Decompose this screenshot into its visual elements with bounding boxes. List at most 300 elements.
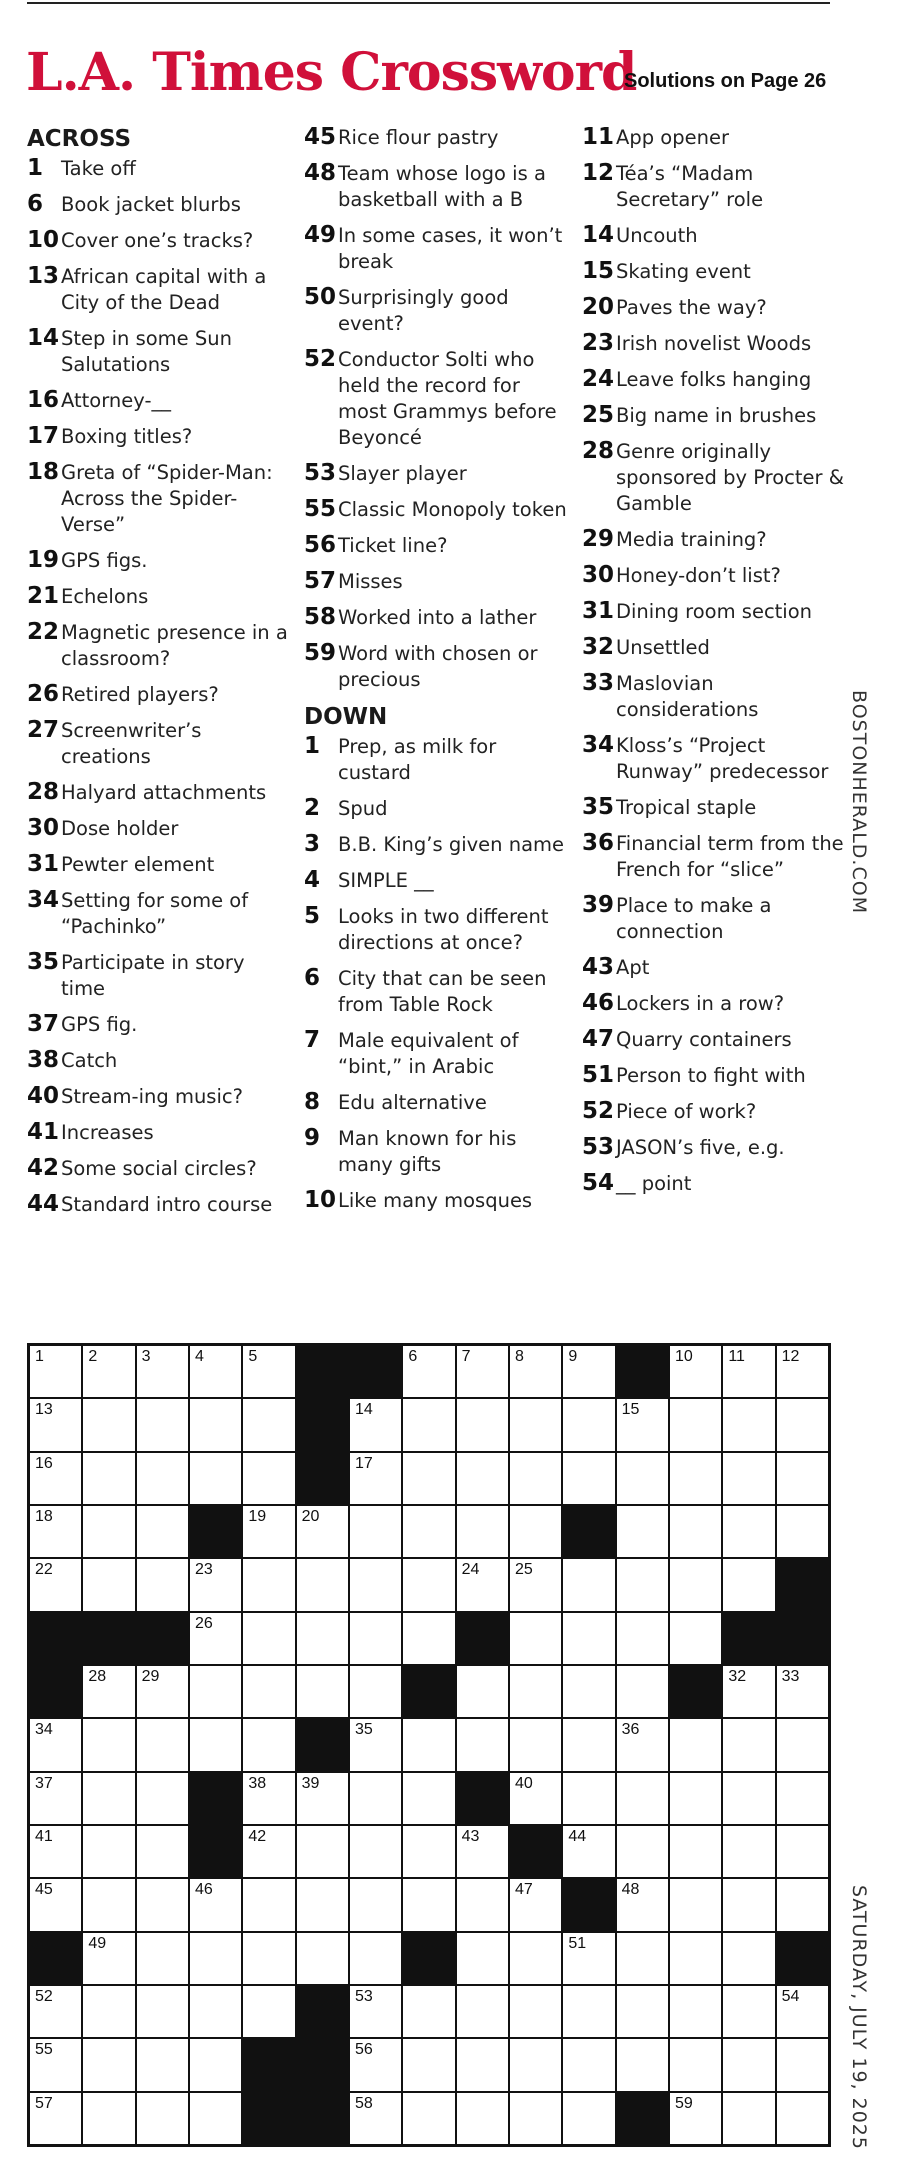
grid-cell[interactable]: [510, 1453, 561, 1504]
clue-text: JASON’s five, e.g.: [616, 1136, 785, 1159]
grid-cell[interactable]: [510, 1666, 561, 1717]
grid-cell[interactable]: [83, 1826, 134, 1877]
grid-cell[interactable]: [403, 1559, 454, 1610]
grid-cell[interactable]: [30, 1826, 81, 1877]
grid-cell[interactable]: [563, 1453, 614, 1504]
grid-cell[interactable]: [190, 1879, 241, 1930]
grid-cell[interactable]: [83, 1346, 134, 1397]
clue-number: 34: [27, 887, 60, 913]
grid-cell[interactable]: [563, 2039, 614, 2090]
grid-cell[interactable]: [617, 1933, 668, 1984]
grid-cell[interactable]: [190, 1666, 241, 1717]
grid-cell[interactable]: [83, 1719, 134, 1770]
black-square: [563, 1879, 614, 1930]
grid-cell[interactable]: [403, 1346, 454, 1397]
grid-cell[interactable]: [457, 1986, 508, 2037]
cell-number: 17: [354, 1454, 373, 1472]
grid-cell[interactable]: [137, 1559, 188, 1610]
clue-text: Increases: [61, 1121, 154, 1144]
clue-number: 28: [27, 779, 60, 805]
cell-number: 51: [568, 1934, 587, 1952]
grid-cell[interactable]: [83, 1879, 134, 1930]
grid-cell[interactable]: [403, 1613, 454, 1664]
grid-cell[interactable]: [777, 1666, 828, 1717]
grid-cell[interactable]: [350, 1986, 401, 2037]
grid-cell[interactable]: [617, 1399, 668, 1450]
clue: [582, 831, 847, 883]
grid-cell[interactable]: [243, 1986, 294, 2037]
grid-cell[interactable]: [777, 2039, 828, 2090]
clue-number: 28: [582, 438, 615, 464]
clue-text: SIMPLE __: [338, 869, 434, 892]
clue-text: African capital with a City of the Dead: [61, 265, 267, 314]
grid-cell[interactable]: [670, 2093, 721, 2144]
grid-cell[interactable]: [350, 1453, 401, 1504]
grid-cell[interactable]: [297, 1879, 348, 1930]
clue-text: __ point: [616, 1172, 692, 1195]
grid-cell[interactable]: [510, 1986, 561, 2037]
grid-cell[interactable]: [723, 1666, 774, 1717]
grid-cell[interactable]: [30, 1399, 81, 1450]
clue-column-3: [582, 125, 847, 1207]
clue-text: Financial term from the French for “slice”: [616, 832, 844, 881]
cell-number: 8: [514, 1348, 524, 1365]
clue-number: 53: [582, 1134, 615, 1160]
cell-number: 6: [408, 1348, 418, 1365]
grid-cell[interactable]: [350, 1559, 401, 1610]
clue: [304, 347, 569, 451]
grid-cell[interactable]: [457, 1346, 508, 1397]
grid-cell[interactable]: [137, 1346, 188, 1397]
grid-cell[interactable]: [83, 1559, 134, 1610]
grid-cell[interactable]: [190, 2039, 241, 2090]
grid-cell[interactable]: [137, 1773, 188, 1824]
grid-cell[interactable]: [457, 1826, 508, 1877]
grid-cell[interactable]: [617, 1453, 668, 1504]
grid-cell[interactable]: [190, 1719, 241, 1770]
grid-cell[interactable]: [457, 1559, 508, 1610]
grid-cell[interactable]: [137, 1506, 188, 1557]
grid-cell[interactable]: [297, 1826, 348, 1877]
cell-number: 45: [35, 1881, 53, 1899]
clue-text: B.B. King’s given name: [338, 833, 565, 856]
clue: [27, 1192, 292, 1218]
clue-text: Greta of “Spider-Man: Across the Spider-Verse”: [61, 461, 273, 536]
clue: [582, 635, 847, 661]
clue-number: 50: [304, 284, 337, 310]
grid-cell[interactable]: [137, 1399, 188, 1450]
grid-cell[interactable]: [83, 1666, 134, 1717]
grid-cell[interactable]: [297, 1559, 348, 1610]
grid-cell[interactable]: [297, 1933, 348, 1984]
grid-cell[interactable]: [83, 1933, 134, 1984]
clue: [304, 161, 569, 213]
black-square: [777, 1559, 828, 1610]
grid-cell[interactable]: [403, 1879, 454, 1930]
down-heading: DOWN: [304, 704, 388, 730]
grid-cell[interactable]: [777, 1986, 828, 2037]
grid-cell[interactable]: [777, 1826, 828, 1877]
clue-text: Maslovian considerations: [616, 672, 759, 721]
grid-cell[interactable]: [670, 1773, 721, 1824]
grid-cell[interactable]: [563, 1559, 614, 1610]
grid-cell[interactable]: [243, 1773, 294, 1824]
cell-number: 33: [781, 1667, 800, 1685]
grid-cell[interactable]: [243, 1613, 294, 1664]
clue: [27, 388, 292, 414]
cell-number: 1: [35, 1348, 44, 1365]
grid-cell[interactable]: [723, 1719, 774, 1770]
grid-cell[interactable]: [297, 1506, 348, 1557]
grid-cell[interactable]: [563, 1933, 614, 1984]
cell-number: 19: [248, 1507, 267, 1525]
grid-cell[interactable]: [510, 2039, 561, 2090]
clue-text: Some social circles?: [61, 1157, 257, 1180]
grid-cell[interactable]: [403, 1453, 454, 1504]
black-square: [510, 1826, 561, 1877]
grid-cell[interactable]: [457, 2093, 508, 2144]
grid-cell[interactable]: [670, 1506, 721, 1557]
clue-number: 23: [582, 330, 615, 356]
grid-cell[interactable]: [777, 1773, 828, 1824]
grid-cell[interactable]: [457, 1453, 508, 1504]
clue-text: Word with chosen or precious: [338, 642, 538, 691]
grid-cell[interactable]: [350, 1666, 401, 1717]
grid-cell[interactable]: [137, 1826, 188, 1877]
grid-cell[interactable]: [510, 1773, 561, 1824]
grid-cell[interactable]: [350, 1826, 401, 1877]
grid-cell[interactable]: [777, 2093, 828, 2144]
grid-cell[interactable]: [617, 1826, 668, 1877]
clue-text: Ticket line?: [338, 534, 448, 557]
clue: [582, 563, 847, 589]
clue-number: 13: [27, 263, 60, 289]
grid-cell[interactable]: [563, 2093, 614, 2144]
grid-cell[interactable]: [723, 2093, 774, 2144]
grid-cell[interactable]: [83, 2039, 134, 2090]
grid-cell[interactable]: [670, 1986, 721, 2037]
grid-cell[interactable]: [777, 1719, 828, 1770]
grid-cell[interactable]: [137, 2093, 188, 2144]
grid-cell[interactable]: [563, 1666, 614, 1717]
grid-cell[interactable]: [777, 1506, 828, 1557]
cell-number: 42: [248, 1827, 267, 1845]
grid-cell[interactable]: [243, 1719, 294, 1770]
grid-cell[interactable]: [190, 1399, 241, 1450]
grid-cell[interactable]: [83, 1986, 134, 2037]
grid-cell[interactable]: [777, 1399, 828, 1450]
grid-cell[interactable]: [723, 1879, 774, 1930]
clue-number: 40: [27, 1083, 60, 1109]
clue: [582, 259, 847, 285]
grid-cell[interactable]: [30, 1773, 81, 1824]
clue-text: Paves the way?: [616, 296, 767, 319]
grid-cell[interactable]: [617, 1719, 668, 1770]
clue-text: Echelons: [61, 585, 149, 608]
grid-cell[interactable]: [510, 1399, 561, 1450]
clue-number: 14: [582, 222, 615, 248]
clue-text: Irish novelist Woods: [616, 332, 812, 355]
clue-number: 1: [27, 155, 44, 181]
grid-cell[interactable]: [83, 1773, 134, 1824]
grid-cell[interactable]: [563, 1773, 614, 1824]
clue-number: 14: [27, 325, 60, 351]
clue-number: 57: [304, 568, 337, 594]
grid-cell[interactable]: [617, 1506, 668, 1557]
grid-cell[interactable]: [777, 1879, 828, 1930]
grid-cell[interactable]: [723, 1773, 774, 1824]
grid-cell[interactable]: [137, 2039, 188, 2090]
grid-cell[interactable]: [563, 1613, 614, 1664]
clue: [27, 548, 292, 574]
cell-number: 49: [88, 1934, 107, 1952]
grid-cell[interactable]: [243, 1399, 294, 1450]
clue-number: 12: [582, 160, 615, 186]
clue: [27, 326, 292, 378]
grid-cell[interactable]: [563, 1719, 614, 1770]
grid-cell[interactable]: [190, 1933, 241, 1984]
grid-cell[interactable]: [350, 1719, 401, 1770]
grid-cell[interactable]: [83, 2093, 134, 2144]
grid-cell[interactable]: [243, 1453, 294, 1504]
grid-cell[interactable]: [190, 1613, 241, 1664]
grid-cell[interactable]: [670, 1826, 721, 1877]
grid-cell[interactable]: [137, 1879, 188, 1930]
grid-cell[interactable]: [510, 1559, 561, 1610]
grid-cell[interactable]: [190, 2093, 241, 2144]
cell-number: 4: [194, 1348, 204, 1365]
clue: [582, 367, 847, 393]
grid-cell[interactable]: [83, 1506, 134, 1557]
grid-cell[interactable]: [403, 1506, 454, 1557]
clue-text: Classic Monopoly token: [338, 498, 567, 521]
grid-cell[interactable]: [723, 1399, 774, 1450]
clue-text: Man known for his many gifts: [338, 1127, 517, 1176]
grid-cell[interactable]: [137, 1666, 188, 1717]
cell-number: 2: [88, 1348, 98, 1365]
grid-cell[interactable]: [297, 1666, 348, 1717]
grid-cell[interactable]: [777, 1346, 828, 1397]
clue-number: 46: [582, 990, 615, 1016]
cell-number: 28: [88, 1667, 107, 1685]
cell-number: 3: [141, 1348, 151, 1365]
clue-text: Worked into a lather: [338, 606, 537, 629]
grid-cell[interactable]: [563, 1986, 614, 2037]
clue-number: 55: [304, 496, 337, 522]
clue-text: Attorney-__: [61, 389, 171, 412]
grid-cell[interactable]: [137, 1719, 188, 1770]
grid-cell[interactable]: [670, 1346, 721, 1397]
clue-number: 11: [582, 124, 615, 150]
clue-number: 9: [304, 1125, 321, 1151]
grid-cell[interactable]: [457, 1506, 508, 1557]
clue-text: Like many mosques: [338, 1189, 533, 1212]
grid-cell[interactable]: [617, 2039, 668, 2090]
grid-cell[interactable]: [510, 1346, 561, 1397]
grid-cell[interactable]: [403, 1719, 454, 1770]
clue: [582, 991, 847, 1017]
clue-number: 16: [27, 387, 60, 413]
grid-cell[interactable]: [403, 1773, 454, 1824]
grid-cell[interactable]: [670, 1399, 721, 1450]
cell-number: 56: [354, 2041, 373, 2059]
grid-cell[interactable]: [350, 1506, 401, 1557]
cell-number: 52: [35, 1987, 53, 2005]
grid-cell[interactable]: [30, 1879, 81, 1930]
grid-cell[interactable]: [30, 1719, 81, 1770]
grid-cell[interactable]: [670, 1719, 721, 1770]
clue: [27, 620, 292, 672]
grid-cell[interactable]: [457, 1879, 508, 1930]
grid-cell[interactable]: [243, 1666, 294, 1717]
grid-cell[interactable]: [670, 1559, 721, 1610]
clue-text: Quarry containers: [616, 1028, 792, 1051]
clue: [304, 796, 569, 822]
grid-cell[interactable]: [617, 1613, 668, 1664]
clue-text: Retired players?: [61, 683, 219, 706]
cell-number: 59: [674, 2094, 693, 2112]
cell-number: 41: [35, 1827, 53, 1845]
grid-cell[interactable]: [403, 1986, 454, 2037]
grid-cell[interactable]: [297, 1613, 348, 1664]
clue: [582, 403, 847, 429]
cell-number: 29: [141, 1667, 160, 1685]
grid-cell[interactable]: [190, 1346, 241, 1397]
clue-number: 29: [582, 526, 615, 552]
grid-cell[interactable]: [137, 1933, 188, 1984]
grid-cell[interactable]: [30, 1453, 81, 1504]
grid-cell[interactable]: [617, 1559, 668, 1610]
grid-cell[interactable]: [350, 2093, 401, 2144]
grid-cell[interactable]: [190, 1986, 241, 2037]
cell-number: 13: [35, 1401, 53, 1419]
grid-cell[interactable]: [510, 1933, 561, 1984]
clue-number: 30: [27, 815, 60, 841]
grid-cell[interactable]: [30, 2093, 81, 2144]
grid-cell[interactable]: [723, 2039, 774, 2090]
grid-cell[interactable]: [563, 1346, 614, 1397]
clue-number: 59: [304, 640, 337, 666]
grid-cell[interactable]: [510, 1879, 561, 1930]
grid-cell[interactable]: [510, 1506, 561, 1557]
clue-number: 6: [27, 191, 44, 217]
clue-text: Boxing titles?: [61, 425, 193, 448]
clue-number: 18: [27, 459, 60, 485]
grid-cell[interactable]: [563, 1826, 614, 1877]
clue: [582, 527, 847, 553]
grid-cell[interactable]: [670, 1879, 721, 1930]
grid-cell[interactable]: [670, 2039, 721, 2090]
clue: [582, 893, 847, 945]
grid-cell[interactable]: [30, 1506, 81, 1557]
grid-cell[interactable]: [617, 1879, 668, 1930]
grid-cell[interactable]: [350, 1879, 401, 1930]
grid-cell[interactable]: [243, 1879, 294, 1930]
clue-number: 38: [27, 1047, 60, 1073]
clue: [27, 584, 292, 610]
clue-text: Male equivalent of “bint,” in Arabic: [338, 1029, 519, 1078]
grid-cell[interactable]: [30, 1559, 81, 1610]
clue: [304, 569, 569, 595]
cell-number: 53: [354, 1987, 373, 2005]
grid-cell[interactable]: [617, 1666, 668, 1717]
grid-cell[interactable]: [83, 1453, 134, 1504]
grid-cell[interactable]: [670, 1613, 721, 1664]
grid-cell[interactable]: [457, 2039, 508, 2090]
grid-cell[interactable]: [510, 1719, 561, 1770]
grid-cell[interactable]: [350, 1399, 401, 1450]
grid-cell[interactable]: [350, 1613, 401, 1664]
grid-cell[interactable]: [723, 1346, 774, 1397]
grid-cell[interactable]: [670, 1933, 721, 1984]
grid-cell[interactable]: [617, 1773, 668, 1824]
grid-cell[interactable]: [243, 1559, 294, 1610]
cell-number: 14: [354, 1401, 373, 1419]
cell-number: 34: [35, 1721, 53, 1739]
grid-cell[interactable]: [350, 1933, 401, 1984]
grid-cell[interactable]: [243, 1506, 294, 1557]
grid-cell[interactable]: [30, 1986, 81, 2037]
grid-cell[interactable]: [510, 1613, 561, 1664]
grid-cell[interactable]: [777, 1453, 828, 1504]
clue-text: Dose holder: [61, 817, 179, 840]
cell-number: 44: [568, 1827, 587, 1845]
grid-cell[interactable]: [723, 1559, 774, 1610]
grid-cell[interactable]: [190, 1453, 241, 1504]
grid-cell[interactable]: [510, 2093, 561, 2144]
grid-cell[interactable]: [243, 1933, 294, 1984]
grid-cell[interactable]: [457, 1719, 508, 1770]
grid-cell[interactable]: [243, 1346, 294, 1397]
clue-text: Surprisingly good event?: [338, 286, 509, 335]
grid-cell[interactable]: [403, 1399, 454, 1450]
grid-cell[interactable]: [190, 1559, 241, 1610]
grid-cell[interactable]: [350, 1773, 401, 1824]
page-title: L.A. Times Crossword: [26, 42, 637, 103]
grid-cell[interactable]: [243, 1826, 294, 1877]
grid-cell[interactable]: [297, 1773, 348, 1824]
grid-cell[interactable]: [137, 1986, 188, 2037]
black-square: [190, 1826, 241, 1877]
grid-cell[interactable]: [457, 1399, 508, 1450]
grid-cell[interactable]: [457, 1933, 508, 1984]
grid-cell[interactable]: [723, 1933, 774, 1984]
clue-number: 1: [304, 733, 321, 759]
grid-cell[interactable]: [723, 1826, 774, 1877]
grid-cell[interactable]: [350, 2039, 401, 2090]
clue: [582, 599, 847, 625]
clue-number: 32: [582, 634, 615, 660]
grid-cell[interactable]: [723, 1506, 774, 1557]
clue-text: Place to make a connection: [616, 894, 772, 943]
grid-cell[interactable]: [403, 2039, 454, 2090]
clue-number: 24: [582, 366, 615, 392]
grid-cell[interactable]: [670, 1453, 721, 1504]
grid-cell[interactable]: [617, 1986, 668, 2037]
grid-cell[interactable]: [30, 2039, 81, 2090]
grid-cell[interactable]: [457, 1666, 508, 1717]
grid-cell[interactable]: [723, 1453, 774, 1504]
grid-cell[interactable]: [563, 1399, 614, 1450]
grid-cell[interactable]: [723, 1986, 774, 2037]
grid-cell[interactable]: [403, 1826, 454, 1877]
clue-text: Apt: [616, 956, 650, 979]
cell-number: 48: [621, 1881, 640, 1899]
grid-cell[interactable]: [30, 1346, 81, 1397]
grid-cell[interactable]: [137, 1453, 188, 1504]
grid-cell[interactable]: [83, 1399, 134, 1450]
grid-cell[interactable]: [403, 2093, 454, 2144]
